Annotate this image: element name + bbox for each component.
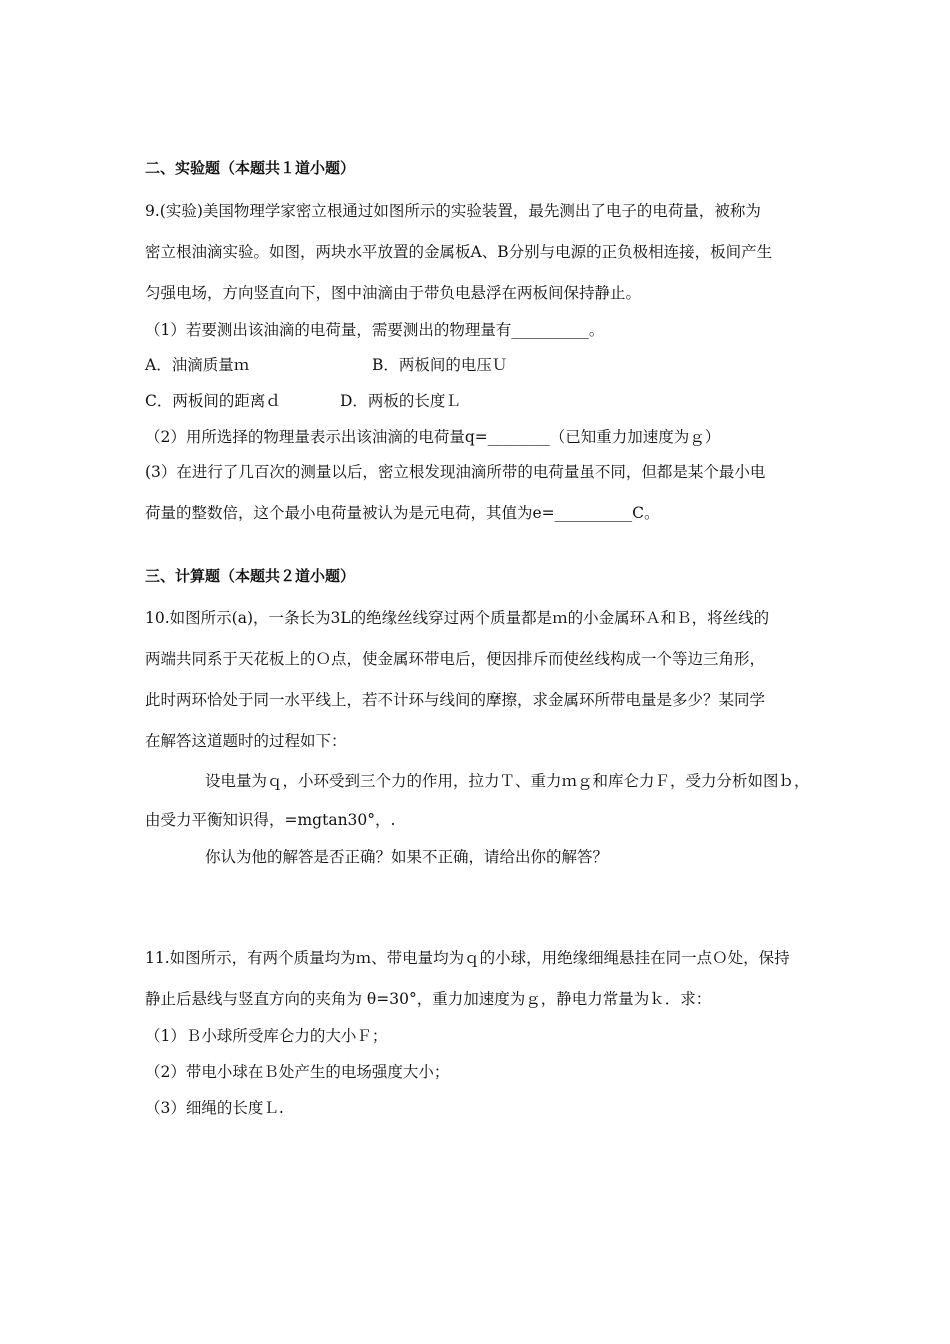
q11-line-1: 11.如图所示，有两个质量均为ｍ、带电量均为ｑ的小球，用绝缘细绳悬挂在同一点Ｏ处，保持: [145, 949, 790, 967]
q9-option-b: B．两板间的电压Ｕ: [372, 356, 508, 374]
q10-line-4: 在解答这道题时的过程如下：: [145, 732, 347, 750]
q9-part-2: （2）用所选择的物理量表示出该油滴的电荷量q=________（已知重力加速度为ｇ）: [145, 428, 721, 446]
q11-part-2: （2）带电小球在Ｂ处产生的电场强度大小；: [145, 1063, 450, 1081]
q9-part-3-line-1: (3）在进行了几百次的测量以后，密立根发现油滴所带的电荷量虽不同，但都是某个最小电: [145, 463, 766, 481]
q11-part-1: （1）Ｂ小球所受库仑力的大小Ｆ；: [145, 1027, 388, 1045]
q10-solution-line-1: 设电量为ｑ，小环受到三个力的作用，拉力Ｔ、重力ｍｇ和库仑力Ｆ，受力分析如图ｂ，: [205, 772, 810, 790]
q9-part-3-line-2: 荷量的整数倍，这个最小电荷量被认为是元电荷，其值为e=__________C。: [145, 504, 660, 522]
q9-line-1: 9.(实验)美国物理学家密立根通过如图所示的实验装置，最先测出了电子的电荷量，被称为: [145, 202, 761, 220]
section-heading-experiment: 二、实验题（本题共１道小题）: [145, 159, 356, 177]
q9-option-a: A．油滴质量ｍ: [145, 356, 250, 374]
q10-line-2: 两端共同系于天花板上的Ｏ点，使金属环带电后，便因排斥而使丝线构成一个等边三角形，: [145, 650, 766, 668]
q9-option-c: C．两板间的距离ｄ: [145, 392, 281, 410]
q10-line-1: 10.如图所示(a)，一条长为3L的绝缘丝线穿过两个质量都是ｍ的小金属环Ａ和Ｂ，将丝线的: [145, 609, 770, 627]
q9-line-2: 密立根油滴实验。如图，两块水平放置的金属板A、B分别与电源的正负极相连接，板间产生: [145, 243, 773, 261]
q10-solution-line-2: 由受力平衡知识得，=mgtan30°，.: [145, 811, 396, 829]
q9-line-3: 匀强电场，方向竖直向下，图中油滴由于带负电悬浮在两板间保持静止。: [145, 284, 642, 302]
q10-line-3: 此时两环恰处于同一水平线上，若不计环与线间的摩擦，求金属环所带电量是多少？某同学: [145, 691, 766, 709]
q9-part-1: （1）若要测出该油滴的电荷量，需要测出的物理量有__________。: [145, 321, 605, 339]
q11-line-2: 静止后悬线与竖直方向的夹角为 θ=30°，重力加速度为ｇ，静电力常量为ｋ．求：: [145, 990, 712, 1008]
section-heading-calc: 三、计算题（本题共２道小题）: [145, 567, 356, 585]
q9-option-d: D．两板的长度Ｌ: [340, 392, 461, 410]
q10-question: 你认为他的解答是否正确？如果不正确，请给出你的解答？: [205, 848, 609, 866]
q11-part-3: （3）细绳的长度Ｌ.: [145, 1099, 284, 1117]
